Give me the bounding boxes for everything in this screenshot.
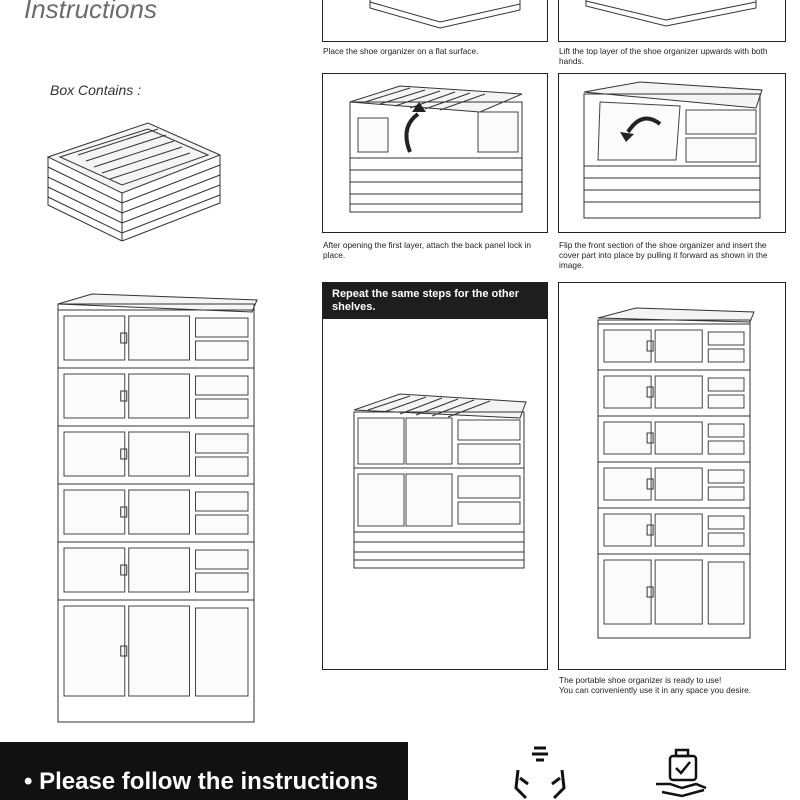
left-door bbox=[604, 468, 651, 500]
left-door bbox=[604, 330, 651, 362]
side-panel bbox=[196, 515, 248, 534]
side-panel bbox=[708, 424, 744, 437]
right-door bbox=[129, 606, 190, 696]
right-door bbox=[129, 548, 190, 592]
right-door bbox=[655, 422, 702, 454]
side-panel bbox=[196, 573, 248, 592]
assembled-organizer-illustration bbox=[52, 292, 262, 722]
hand-holding-box-icon bbox=[652, 744, 712, 800]
step-2-illustration bbox=[566, 0, 776, 38]
side-panel bbox=[708, 395, 744, 408]
step-3-illustration bbox=[340, 82, 530, 227]
left-door bbox=[604, 514, 651, 546]
step-6-caption-line1: The portable shoe organizer is ready to use! bbox=[559, 675, 722, 685]
box-contains-label: Box Contains : bbox=[50, 82, 142, 98]
side-panel bbox=[196, 399, 248, 418]
step-4-illustration bbox=[580, 80, 770, 228]
left-door bbox=[604, 376, 651, 408]
left-door bbox=[64, 316, 125, 360]
left-door bbox=[64, 374, 125, 418]
side-panel bbox=[196, 492, 248, 511]
side-panel bbox=[196, 434, 248, 453]
step-2-caption: Lift the top layer of the shoe organizer upwards with both hands. bbox=[559, 46, 768, 66]
side-panel bbox=[196, 608, 248, 696]
side-panel bbox=[708, 441, 744, 454]
right-door bbox=[655, 514, 702, 546]
right-door bbox=[129, 316, 190, 360]
side-panel bbox=[196, 376, 248, 395]
right-door bbox=[655, 330, 702, 362]
side-panel bbox=[708, 562, 744, 624]
folded-box-illustration bbox=[38, 115, 228, 255]
side-panel bbox=[708, 470, 744, 483]
side-panel bbox=[708, 378, 744, 391]
side-panel bbox=[196, 550, 248, 569]
page-title: Instructions bbox=[24, 0, 157, 24]
step-4-caption: Flip the front section of the shoe organizer and insert the cover part into place by pulling it forward as shown in the image. bbox=[559, 240, 768, 270]
right-door bbox=[129, 374, 190, 418]
side-panel bbox=[708, 533, 744, 546]
step-1-illustration bbox=[330, 0, 540, 38]
step-3-caption: After opening the first layer, attach the back panel lock in place. bbox=[323, 240, 532, 260]
left-door bbox=[64, 490, 125, 534]
right-door bbox=[655, 376, 702, 408]
left-door bbox=[604, 560, 651, 624]
left-door bbox=[604, 422, 651, 454]
step-1-caption: Place the shoe organizer on a flat surface. bbox=[323, 46, 479, 56]
step-6-illustration bbox=[596, 306, 756, 646]
side-panel bbox=[708, 516, 744, 529]
right-door bbox=[655, 560, 702, 624]
side-panel bbox=[196, 318, 248, 337]
step-5-illustration bbox=[350, 392, 530, 572]
side-panel bbox=[708, 349, 744, 362]
instructions-banner: • Please follow the instructions bbox=[0, 742, 408, 800]
side-panel bbox=[196, 341, 248, 360]
step-5-label: Repeat the same steps for the other shelves. bbox=[323, 283, 548, 319]
step-6-caption-line2: You can conveniently use it in any space you desire. bbox=[559, 685, 752, 695]
side-panel bbox=[708, 332, 744, 345]
side-panel bbox=[708, 487, 744, 500]
left-door bbox=[64, 432, 125, 476]
right-door bbox=[655, 468, 702, 500]
side-panel bbox=[196, 457, 248, 476]
fragile-hands-icon bbox=[510, 744, 570, 800]
right-door bbox=[129, 432, 190, 476]
right-door bbox=[129, 490, 190, 534]
left-door bbox=[64, 548, 125, 592]
left-door bbox=[64, 606, 125, 696]
